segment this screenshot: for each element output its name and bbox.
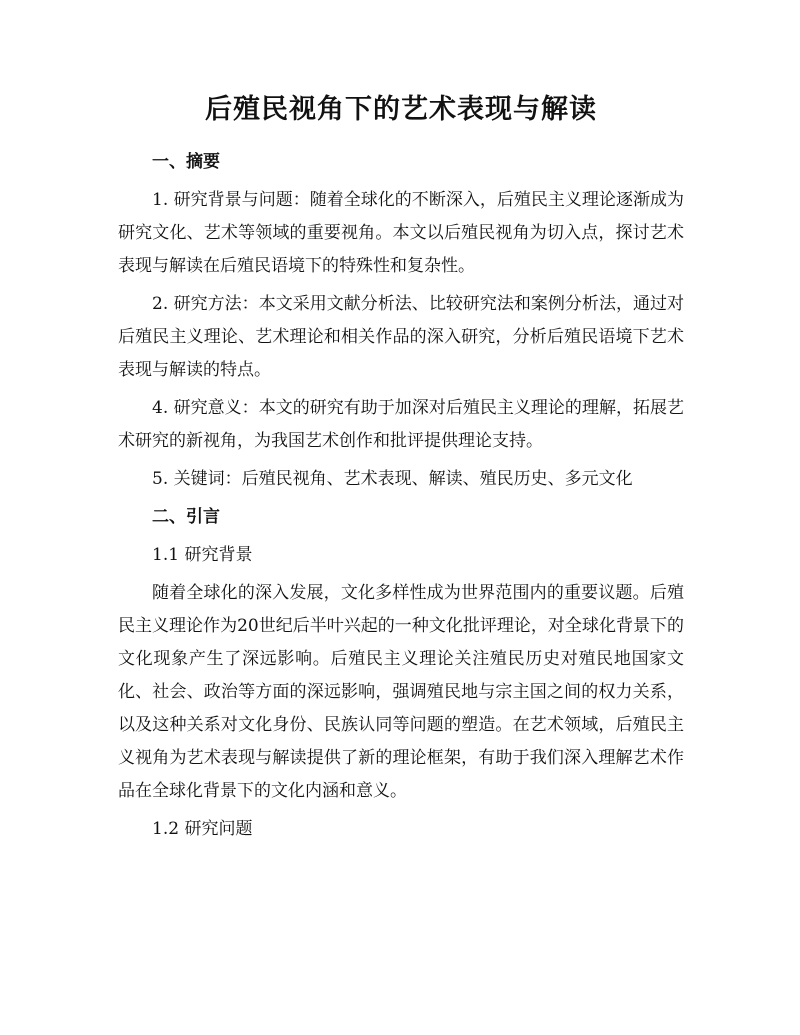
abstract-paragraph-method: 2. 研究方法：本文采用文献分析法、比较研究法和案例分析法，通过对后殖民主义理论、艺术理论和相关作品的深入研究，分析后殖民语境下艺术表现与解读的特点。 — [118, 294, 684, 380]
abstract-paragraph-keywords: 5. 关键词：后殖民视角、艺术表现、解读、殖民历史、多元文化 — [152, 469, 633, 489]
document-title: 后殖民视角下的艺术表现与解读 — [205, 94, 597, 125]
introduction-paragraph-background: 随着全球化的深入发展，文化多样性成为世界范围内的重要议题。后殖民主义理论作为20世纪后半叶兴起的一种文化批评理论，对全球化背景下的文化现象产生了深远影响。后殖民主义理论关注殖民历史对殖民地国家文化、社会、政治等方面的深远影响，强调殖民地与宗主国之间的权力关系，以及这种关系对文化身份、民族认同等问题的塑造。在艺术领域，后殖民主义视角为艺术表现与解读提供了新的理论框架，有助于我们深入理解艺术作品在全球化背景下的文化内涵和意义。 — [118, 583, 684, 801]
abstract-paragraph-background: 1. 研究背景与问题：随着全球化的不断深入，后殖民主义理论逐渐成为研究文化、艺术等领域的重要视角。本文以后殖民视角为切入点，探讨艺术表现与解读在后殖民语境下的特殊性和复杂性。 — [118, 190, 684, 276]
section-heading-abstract: 一、摘要 — [152, 152, 220, 172]
section-heading-introduction: 二、引言 — [152, 507, 220, 527]
subsection-label-background: 1.1 研究背景 — [152, 545, 253, 565]
abstract-paragraph-significance: 4. 研究意义：本文的研究有助于加深对后殖民主义理论的理解，拓展艺术研究的新视角，为我国艺术创作和批评提供理论支持。 — [118, 398, 684, 451]
document-page — [118, 88, 684, 851]
subsection-label-research-question: 1.2 研究问题 — [152, 819, 253, 839]
